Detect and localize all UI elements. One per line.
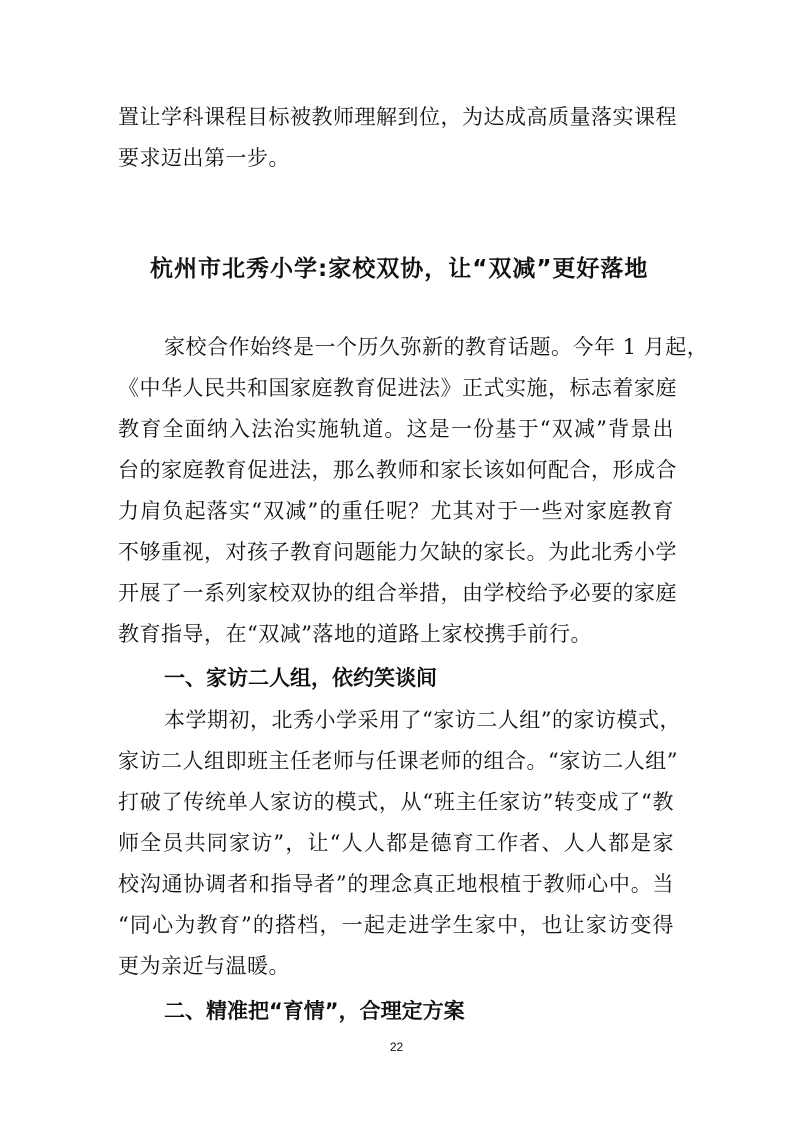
para1-line-7: 开展了一系列家校双协的组合举措，由学校给予必要的家庭 bbox=[118, 581, 677, 605]
para1-line-3: 教育全面纳入法治实施轨道。这是一份基于“双减”背景出 bbox=[118, 417, 674, 441]
section1-line-3: 打破了传统单人家访的模式，从“班主任家访”转变成了“教 bbox=[118, 790, 674, 814]
section1-line-1: 本学期初，北秀小学采用了“家访二人组”的家访模式， bbox=[164, 708, 681, 732]
para1-line-6: 不够重视，对孩子教育问题能力欠缺的家长。为此北秀小学 bbox=[118, 540, 677, 564]
section1-heading: 一、家访二人组，依约笑谈间 bbox=[164, 666, 437, 690]
page-number: 22 bbox=[389, 1040, 404, 1054]
para1-line-4: 台的家庭教育促进法，那么教师和家长该如何配合，形成合 bbox=[118, 458, 677, 482]
section1-line-7: 更为亲近与温暖。 bbox=[118, 954, 290, 978]
para1-line-1: 家校合作始终是一个历久弥新的教育话题。今年 1 月起， bbox=[164, 335, 709, 359]
section1-line-2: 家访二人组即班主任老师与任课老师的组合。“家访二人组” bbox=[118, 749, 678, 773]
para1-line-8: 教育指导，在“双减”落地的道路上家校携手前行。 bbox=[118, 622, 592, 646]
article-title: 杭州市北秀小学:家校双协，让“双减”更好落地 bbox=[150, 256, 649, 282]
section1-line-4: 师全员共同家访”，让“人人都是德育工作者、人人都是家 bbox=[118, 831, 674, 855]
intro-line-2: 要求迈出第一步。 bbox=[118, 146, 290, 170]
section1-line-6: “同心为教育”的搭档，一起走进学生家中，也让家访变得 bbox=[118, 913, 674, 937]
section2-heading: 二、精准把“育情”，合理定方案 bbox=[164, 999, 465, 1023]
intro-line-1: 置让学科课程目标被教师理解到位，为达成高质量落实课程 bbox=[118, 105, 677, 129]
section1-line-5: 校沟通协调者和指导者”的理念真正地根植于教师心中。当 bbox=[118, 872, 674, 896]
para1-line-2: 《中华人民共和国家庭教育促进法》正式实施，标志着家庭 bbox=[118, 376, 677, 400]
para1-line-5: 力肩负起落实“双减”的重任呢？尤其对于一些对家庭教育 bbox=[118, 499, 674, 523]
